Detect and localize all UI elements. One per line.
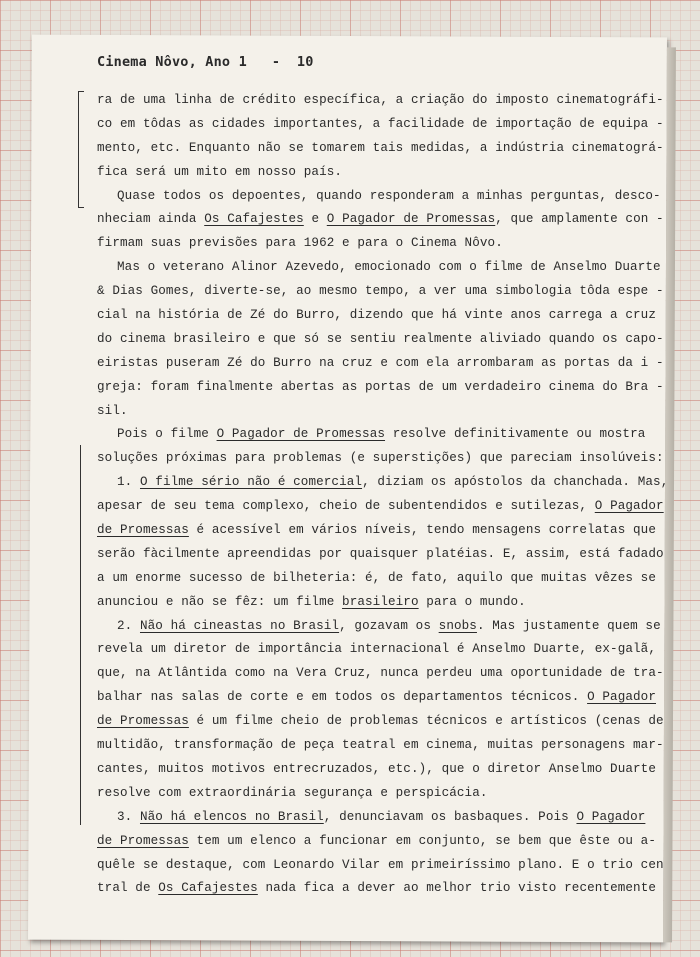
text-line (97, 423, 646, 447)
text-segment: soluções próximas para problemas (e superstições) que pareciam insolúveis: (97, 451, 664, 466)
underlined-title: O Pagador de Promessas (326, 212, 496, 227)
text-line (97, 304, 656, 328)
text-line (97, 137, 664, 161)
text-segment: cantes, muitos motivos entrecruzados, etc.), que o diretor Anselmo Duarte (97, 761, 656, 776)
text-line (97, 495, 664, 519)
underlined-title: O Pagador (594, 499, 664, 514)
text-segment: sil. (97, 403, 128, 418)
text-segment: Quase todos os depoentes, quando responderam a minhas perguntas, desco- (117, 188, 661, 203)
text-segment: , gozavam os (339, 618, 439, 633)
underlined-title: snobs (438, 618, 477, 633)
underlined-title: O Pagador de Promessas (216, 427, 386, 442)
header-separator: - (271, 54, 281, 70)
text-segment: 3. (117, 809, 140, 824)
underlined-title: de Promessas (97, 833, 189, 848)
text-segment: que, na Atlântida como na Vera Cruz, nunca perdeu uma oportunidade de tra- (97, 666, 664, 681)
text-line (97, 567, 656, 591)
text-line (97, 280, 664, 304)
text-line (97, 806, 646, 830)
text-line (97, 113, 664, 137)
text-line (97, 782, 609, 806)
text-segment: eiristas puseram Zé do Burro na cruz e com ela arrombaram as portas da i - (97, 355, 664, 370)
text-line (97, 758, 656, 782)
text-line (97, 400, 609, 424)
page-header (97, 54, 314, 70)
text-segment: resolve definitivamente ou mostra (385, 427, 646, 442)
text-line (97, 185, 661, 209)
text-segment: 1. (117, 475, 140, 490)
underlined-title: brasileiro (342, 594, 419, 609)
text-line (97, 352, 664, 376)
underlined-title: O filme sério não é comercial (139, 475, 363, 490)
header-title: Cinema Nôvo, Ano 1 (97, 54, 247, 70)
text-line (97, 877, 657, 901)
text-segment: do cinema brasileiro e que só se sentiu realmente aliviado quando os capo- (97, 331, 664, 346)
text-segment: apesar de seu tema complexo, cheio de subentendidos e sutilezas, (97, 499, 595, 514)
text-line (97, 662, 664, 686)
page-edge (663, 47, 676, 942)
margin-bracket-mark (78, 91, 84, 208)
underlined-title: O Pagador (576, 809, 646, 824)
underlined-title: Não há elencos no Brasil (139, 809, 324, 824)
text-segment: tem um elenco a funcionar em conjunto, se bem que êste ou a- (188, 833, 656, 848)
text-line (97, 89, 664, 113)
text-segment: resolve com extraordinária segurança e perspicácia. (97, 785, 488, 800)
underlined-title: de Promessas (97, 523, 189, 538)
text-line (97, 638, 656, 662)
text-segment: . Mas justamente quem se (476, 618, 661, 633)
text-segment: & Dias Gomes, diverte-se, ao mesmo tempo, a ver uma simbologia tôda espe - (97, 284, 664, 299)
text-line (97, 376, 664, 400)
text-segment: ra de uma linha de crédito específica, a criação do imposto cinematográfi- (97, 93, 664, 107)
text-line (97, 328, 664, 352)
text-segment: co em tôdas as cidades importantes, a facilidade de importação de equipa - (97, 116, 664, 131)
text-segment: firmam suas previsões para 1962 e para o Cinema Nôvo. (97, 236, 503, 251)
text-segment: greja: foram finalmente abertas as portas de um verdadeiro cinema do Bra - (97, 379, 664, 394)
text-line (97, 543, 664, 567)
text-segment: e (303, 212, 327, 227)
text-line (97, 686, 656, 710)
text-segment: mento, etc. Enquanto não se tomarem tais medidas, a indústria cinematográ- (97, 140, 664, 155)
text-segment: é um filme cheio de problemas técnicos e artísticos (cenas de (188, 714, 664, 729)
underlined-title: O Pagador (587, 690, 656, 705)
text-segment: anunciou e não se fêz: um filme (97, 594, 343, 609)
text-segment: , que amplamente con - (495, 212, 664, 227)
text-line (97, 710, 664, 734)
text-line (97, 161, 609, 185)
underlined-title: Os Cafajestes (204, 212, 304, 227)
text-segment: , diziam os apóstolos da chanchada. Mas, (362, 475, 669, 490)
margin-line-mark (80, 445, 85, 825)
page-number: 10 (296, 54, 314, 70)
text-line (97, 256, 661, 280)
text-segment: revela um diretor de importância internacional é Anselmo Duarte, ex-galã, (97, 642, 656, 657)
text-line (97, 447, 664, 471)
text-segment: fica será um mito em nosso país. (97, 164, 343, 179)
text-segment: para o mundo. (418, 594, 526, 609)
text-segment: serão fàcilmente apreendidas por quaisquer platéias. E, assim, está fadado (97, 546, 664, 561)
text-segment: cial na história de Zé do Burro, dizendo que há vinte anos carrega a cruz (97, 308, 656, 323)
text-line (97, 830, 656, 854)
underlined-title: de Promessas (97, 714, 189, 729)
text-segment: Mas o veterano Alinor Azevedo, emocionado com o filme de Anselmo Duarte (117, 260, 661, 275)
underlined-title: Não há cineastas no Brasil (139, 618, 340, 633)
text-segment: nada fica a dever ao melhor trio visto recentemente (257, 881, 657, 896)
text-line (97, 854, 664, 878)
text-segment: balhar nas salas de corte e em todos os departamentos técnicos. (97, 690, 588, 705)
text-segment: Pois o filme (117, 427, 217, 442)
text-segment: a um enorme sucesso de bilheteria: é, de fato, aquilo que muitas vêzes se (97, 570, 656, 585)
text-segment: multidão, transformação de peça teatral em cinema, muitas personagens mar- (97, 738, 664, 753)
text-line (97, 519, 656, 543)
text-segment: nheciam ainda (97, 212, 205, 227)
text-line (97, 591, 609, 615)
text-segment: tral de (97, 881, 159, 896)
text-line (97, 232, 609, 256)
text-line (97, 471, 669, 495)
text-segment: é acessível em vários níveis, tendo mensagens correlatas que (188, 523, 656, 538)
text-segment: 2. (117, 618, 140, 633)
underlined-title: Os Cafajestes (158, 881, 258, 896)
text-segment: , denunciavam os basbaques. Pois (323, 809, 577, 824)
text-line (97, 734, 664, 758)
body-text (97, 89, 669, 901)
text-segment: quêle se destaque, com Leonardo Vilar em primeiríssimo plano. E o trio cen (97, 857, 664, 872)
text-line (97, 208, 664, 232)
text-line (97, 615, 661, 639)
